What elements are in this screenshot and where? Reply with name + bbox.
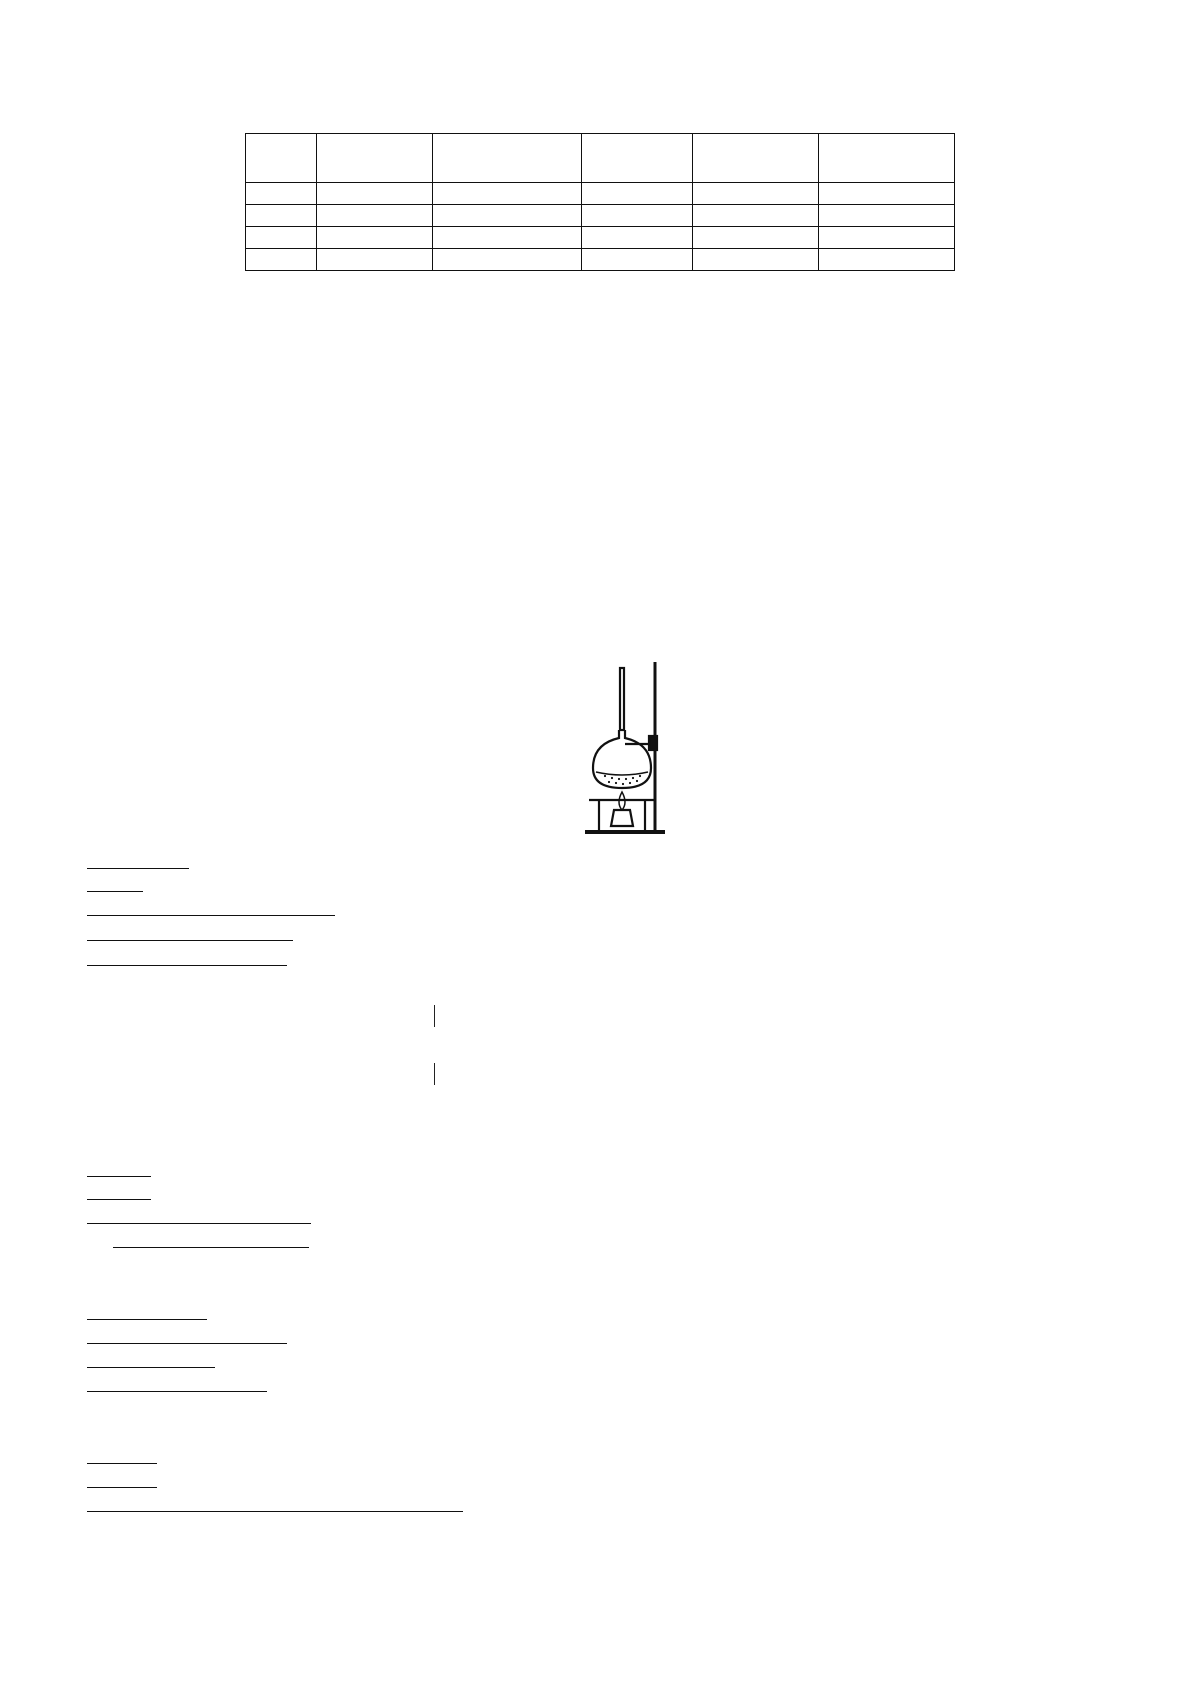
answer-blank[interactable] — [247, 900, 335, 916]
answer-blank[interactable] — [87, 1472, 157, 1488]
answer-blank[interactable] — [113, 1232, 173, 1248]
answer-blank[interactable] — [87, 876, 143, 892]
table-header-cell — [433, 134, 582, 183]
saponification-apparatus-diagram — [585, 660, 665, 840]
answer-blank[interactable] — [145, 1304, 207, 1320]
q15-line1 — [87, 1208, 311, 1230]
answer-blank[interactable] — [87, 1496, 463, 1512]
answer-blank[interactable] — [87, 900, 175, 916]
answer-blank[interactable] — [151, 1376, 267, 1392]
answer-blank[interactable] — [175, 900, 247, 916]
answer-blank[interactable] — [241, 1232, 309, 1248]
answer-blank[interactable] — [87, 1304, 145, 1320]
q17-item1 — [87, 1448, 157, 1470]
q13-step5 — [87, 950, 287, 972]
answer-blank[interactable] — [87, 1161, 151, 1177]
q16-item3 — [87, 1352, 215, 1374]
answer-blank[interactable] — [173, 1232, 241, 1248]
table-header-cell — [317, 134, 433, 183]
bond-table — [245, 133, 955, 271]
q14-item2 — [87, 1161, 151, 1183]
table-header-cell — [246, 134, 317, 183]
answer-blank[interactable] — [87, 925, 293, 941]
table-header-cell — [582, 134, 693, 183]
answer-blank[interactable] — [149, 1352, 215, 1368]
answer-blank[interactable] — [87, 950, 287, 966]
q17-item2 — [87, 1472, 157, 1494]
q17-item3 — [87, 1496, 463, 1518]
answer-blank[interactable] — [175, 1328, 287, 1344]
answer-blank[interactable] — [239, 1208, 311, 1224]
q13-step1 — [87, 853, 189, 875]
answer-blank[interactable] — [87, 1328, 175, 1344]
q13-step2 — [87, 876, 143, 898]
table-row — [246, 183, 955, 205]
q13-step4 — [87, 925, 293, 947]
q14-item3 — [87, 1184, 151, 1206]
answer-blank[interactable] — [87, 853, 189, 869]
table-row — [246, 205, 955, 227]
answer-blank[interactable] — [87, 1448, 157, 1464]
answer-blank[interactable] — [87, 1352, 149, 1368]
answer-blank[interactable] — [87, 1208, 239, 1224]
table-header-cell — [693, 134, 819, 183]
table-row — [246, 249, 955, 271]
q16-item4 — [87, 1376, 267, 1398]
table-header-row — [246, 134, 955, 183]
table-row — [246, 227, 955, 249]
q16-item1 — [87, 1304, 207, 1326]
answer-blank[interactable] — [87, 1184, 151, 1200]
q13-step3 — [87, 900, 335, 922]
answer-blank[interactable] — [87, 1376, 151, 1392]
q16-item2 — [87, 1328, 287, 1350]
q15-line2 — [113, 1232, 309, 1254]
table-header-cell — [819, 134, 955, 183]
